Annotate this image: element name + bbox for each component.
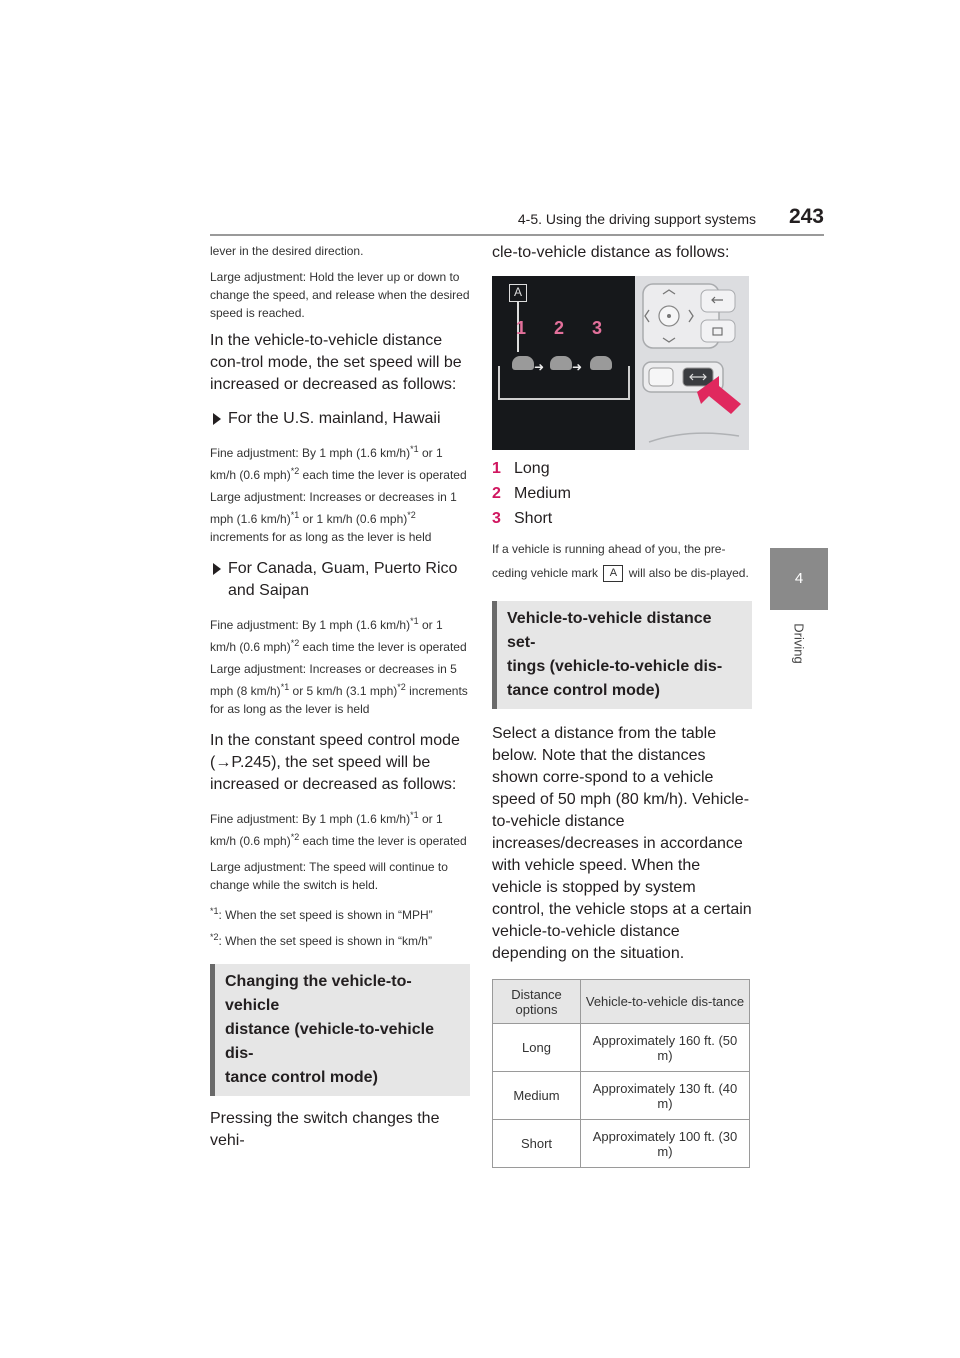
- table-row: [493, 1024, 750, 1072]
- paragraph: Select a distance from the table below. Note that the distances shown corre-spond to a vehicle speed of 50 mph (80 km/h). Vehicle-to-vehicle distance increases/decreases in accordance with vehicle speed. When the vehicle is stopped by system control, the vehicle stops at a certain vehicle-to-vehicle distance depending on the situation.: [492, 725, 752, 962]
- large-adjustment-us: Large adjustment: Increases or decreases in 1 mph (1.6 km/h)$^{*1}$ or 1 km/h (0.6 mph)$^{*2}$ increments for as long as the lever is held: [210, 490, 457, 544]
- chapter-tab: 4: [770, 548, 828, 610]
- footnote-1: $^{*1}$: When the set speed is shown in “MPH”: [210, 906, 433, 922]
- fine-adjustment-us: Fine adjustment: By 1 mph (1.6 km/h)$^{*1}$ or 1 km/h (0.6 mph)$^{*2}$ each time the lever is operated: [210, 444, 467, 482]
- table-cell: Long: [493, 1024, 581, 1072]
- list-item-medium: 2 Medium: [492, 485, 571, 502]
- table-row: [493, 1072, 750, 1120]
- table-cell: Approximately 130 ft. (40 m): [581, 1072, 750, 1120]
- section-heading-changing-distance: Changing the vehicle-to-vehicle distance (vehicle-to-vehicle dis- tance control mode): [210, 964, 470, 1096]
- fine-adjustment-constant: Fine adjustment: By 1 mph (1.6 km/h)$^{*1}$ or 1 km/h (0.6 mph)$^{*2}$ each time the lever is operated: [210, 810, 467, 848]
- paragraph: lever in the desired direction.: [210, 244, 364, 258]
- large-adjustment-constant: Large adjustment: The speed will continue to change while the switch is held.: [210, 860, 448, 892]
- figure-number-1: 1: [516, 318, 527, 338]
- table-header: Vehicle-to-vehicle dis-tance: [581, 980, 750, 1024]
- footnote-2: $^{*2}$: When the set speed is shown in “km/h”: [210, 932, 432, 948]
- paragraph: Pressing the switch changes the vehi-: [210, 1110, 440, 1149]
- chapter-title: 4-5. Using the driving support systems: [517, 211, 756, 227]
- steering-switch-illustration: [635, 276, 749, 450]
- large-adjustment-canada: Large adjustment: Increases or decreases in 5 mph (8 km/h)$^{*1}$ or 5 km/h (3.1 mph)$^{*2}$ increments for as long as the lever is held: [210, 662, 468, 716]
- triangle-bullet-icon: [213, 563, 221, 575]
- table-cell: Short: [493, 1120, 581, 1168]
- list-item-long: 1 Long: [492, 460, 550, 477]
- subheading-us: For the U.S. mainland, Hawaii: [210, 408, 470, 430]
- distance-table: [492, 979, 750, 1168]
- triangle-bullet-icon: [213, 413, 221, 425]
- distance-list: [492, 456, 752, 531]
- paragraph: In the constant speed control mode (→P.245), the set speed will be increased or decreased as follows:: [210, 732, 460, 793]
- list-item-short: 3 Short: [492, 510, 553, 527]
- page-header: [210, 205, 824, 235]
- left-column: [210, 242, 470, 1152]
- bracket-line: [498, 366, 630, 400]
- paragraph: In the vehicle-to-vehicle distance con-trol mode, the set speed will be increased or decreased as follows:: [210, 332, 462, 393]
- steering-switch-drawing: [635, 276, 749, 450]
- display-illustration: [492, 276, 635, 450]
- figure-callout-a: A: [509, 284, 527, 302]
- table-header: Distance options: [493, 980, 581, 1024]
- distance-switch-figure: [492, 276, 749, 450]
- preceding-vehicle-note: If a vehicle is running ahead of you, the pre-ceding vehicle mark A will also be dis-played.: [492, 537, 752, 585]
- table-cell: Approximately 100 ft. (30 m): [581, 1120, 750, 1168]
- paragraph: cle-to-vehicle distance as follows:: [492, 244, 730, 261]
- chapter-tab-label: Driving: [791, 623, 807, 664]
- arrow-icon: ➜: [534, 360, 545, 374]
- paragraph: Large adjustment: Hold the lever up or down to change the speed, and release when the desired speed is reached.: [210, 270, 470, 320]
- preceding-vehicle-mark: A: [603, 565, 623, 582]
- fine-adjustment-canada: Fine adjustment: By 1 mph (1.6 km/h)$^{*1}$ or 1 km/h (0.6 mph)$^{*2}$ each time the lever is operated: [210, 616, 467, 654]
- table-cell: Medium: [493, 1072, 581, 1120]
- right-column: [492, 242, 752, 1168]
- subheading-canada: For Canada, Guam, Puerto Rico and Saipan: [210, 558, 470, 602]
- figure-number-2: 2: [554, 318, 565, 338]
- figure-number-3: 3: [592, 318, 603, 338]
- header-divider: [210, 234, 824, 236]
- arrow-icon: ➜: [572, 360, 583, 374]
- table-cell: Approximately 160 ft. (50 m): [581, 1024, 750, 1072]
- section-heading-distance-settings: Vehicle-to-vehicle distance set- tings (vehicle-to-vehicle dis- tance control mode): [492, 601, 752, 709]
- table-row: [493, 1120, 750, 1168]
- table-header-row: [493, 980, 750, 1024]
- page-number: 243: [788, 205, 824, 228]
